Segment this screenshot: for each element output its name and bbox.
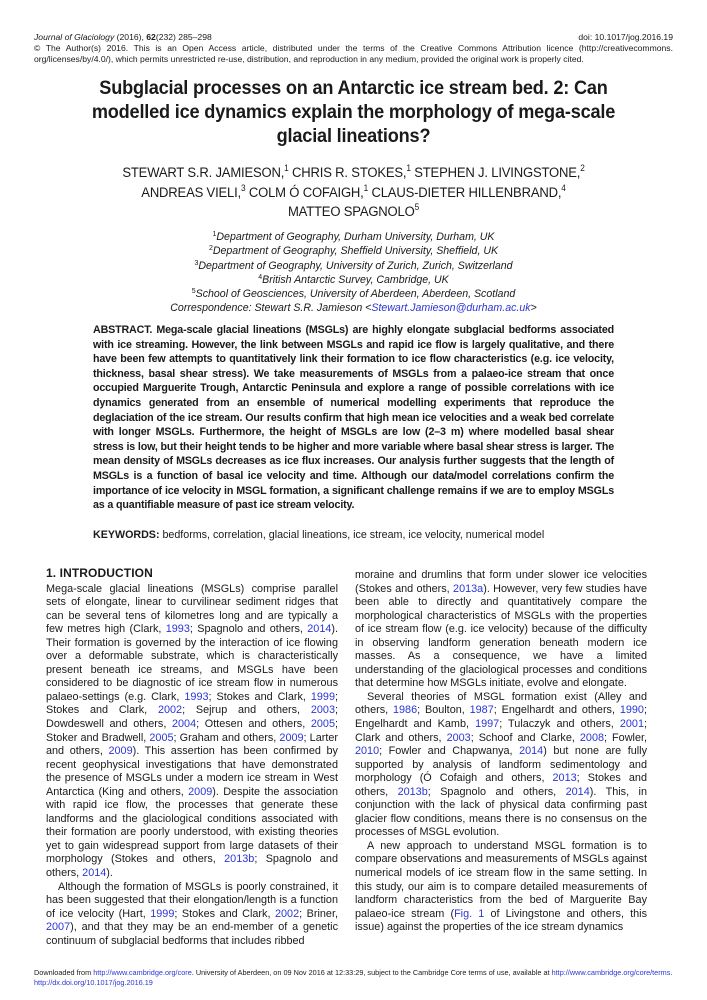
citation-link[interactable]: 1999: [150, 907, 175, 920]
author-name: ANDREAS VIELI,: [141, 184, 242, 201]
affiliation-number: 2: [208, 245, 213, 253]
citation-link[interactable]: 2013: [552, 772, 577, 785]
abstract-text: Mega-scale glacial lineations (MSGLs) are highly elongate subglacial bedforms associated with ice streaming. However, the link between MSGLs and rapid ice flow is largely qualitative, and there have been few attempts to quantitatively link their formation to ice flow characteristics (e.g. ice velocity, thickness, basal shear stress). We take measurements of MSGLs from a palaeo-ice stream that once occupied Marguerite Trough, Antarctic Peninsula and explore a range of possible correlations with ice dynamics generated from an ensemble of numerical modelling experiments that reproduce the deglaciation of the ice stream. Our results confirm that high mean ice velocities and a weak bed correlate with longer MSGLs. Furthermore, the height of MSGLs are low (2–3 m) where modelled basal shear stress is low, but their height tends to be higher and more variable where basal shear stress is larger. The mean density of MSGLs decreases as ice flux increases. Our analysis further suggests that the length of MSGLs is a function of basal ice velocity and time. Although our data/model correlations confirm the importance of ice velocity in MSGL formation, a significant challenge remains if we are to employ MSGLs as a quantifiable measure of past ice stream velocity.: [93, 324, 614, 512]
affiliation-text: Department of Geography, Durham University, Durham, UK: [216, 231, 495, 243]
license-line-1: © The Author(s) 2016. This is an Open Access article, distributed under the terms of the Creative Commons Attribution licence (http://creativecommons.: [34, 43, 673, 53]
affiliation-text: School of Geosciences, University of Aberdeen, Aberdeen, Scotland: [195, 288, 516, 301]
author: [414, 165, 584, 181]
author-affiliation-number: 4: [561, 182, 566, 193]
citation-link[interactable]: 1986: [393, 704, 418, 717]
footer-end: .: [670, 968, 673, 977]
paragraph: Several theories of MSGL formation exist (Alley and others, 1986; Boulton, 1987; Engelhardt and others, 1990; Engelhardt and Kamb, 1997; Tulaczyk and others, 2001; Clark and others, 2003; Schoof and Clarke, 2008; Fowler, 2010; Fowler and Chapwanya, 2014) but none are fully supported by analysis of landform sedimentology and morphology (Ó Cofaigh and others, 2013; Stokes and others, 2013b; Spagnolo and others, 2014). This, in conjunction with the lack of physical data confirming past glacier flow conditions, means there is no consensus on the processes of MSGL evolution.: [355, 690, 647, 839]
citation-line: [34, 32, 673, 43]
author-affiliation-number: 1: [284, 163, 289, 173]
author-name: MATTEO SPAGNOLO: [287, 204, 415, 220]
citation-link[interactable]: 2002: [275, 907, 300, 920]
paragraph: Although the formation of MSGLs is poorly constrained, it has been suggested that their elongation/length is a function of ice velocity (Hart, 1999; Stokes and Clark, 2002; Briner, 2007), and that they may be an end-member of a genetic continuum of subglacial bedforms that includes ribbed: [46, 880, 338, 947]
citation-link[interactable]: 2005: [149, 731, 174, 744]
citation-link[interactable]: 1993: [165, 623, 190, 636]
author: [122, 165, 288, 181]
affiliation-number: 4: [258, 273, 263, 281]
footer-line-1: [34, 968, 673, 978]
citation-link[interactable]: 1993: [184, 690, 209, 703]
affiliation-number: 5: [191, 288, 196, 296]
citation-link[interactable]: 2005: [310, 718, 335, 731]
author: [371, 182, 566, 201]
keywords: [93, 528, 614, 543]
affiliation: [80, 259, 627, 273]
section-heading-introduction: 1. INTRODUCTION: [46, 566, 153, 580]
author-affiliation-number: 1: [363, 182, 369, 193]
author: [292, 165, 411, 181]
citation-link[interactable]: 2013b: [397, 785, 428, 798]
citation-link[interactable]: 2014: [519, 745, 544, 758]
keywords-label: KEYWORDS:: [93, 529, 160, 541]
citation-link[interactable]: 2014: [307, 623, 332, 636]
affiliation-list: [80, 230, 627, 301]
correspondence-prefix: Correspondence: Stewart S.R. Jamieson <: [170, 302, 372, 315]
article-title: Subglacial processes on an Antarctic ice stream bed. 2: Can modelled ice dynamics explain the morphology of mega-scale glacial lineations?: [91, 77, 616, 147]
author-affiliation-number: 5: [414, 202, 419, 212]
author-name: CLAUS-DIETER HILLENBRAND,: [371, 184, 562, 201]
journal-volume: 62: [146, 32, 156, 42]
affiliation-text: British Antarctic Survey, Cambridge, UK: [262, 273, 449, 286]
cambridge-terms-link[interactable]: http://www.cambridge.org/core/terms: [551, 968, 671, 977]
footer-line-2: [34, 978, 673, 988]
citation-link[interactable]: 2003: [446, 731, 471, 744]
citation-link[interactable]: 2008: [579, 731, 605, 744]
keywords-text: bedforms, correlation, glacial lineations, ice stream, ice velocity, numerical model: [159, 529, 545, 541]
left-column: [46, 567, 338, 948]
citation-link[interactable]: 1999: [310, 690, 335, 703]
author-name: STEPHEN J. LIVINGSTONE,: [414, 165, 581, 181]
author: [288, 204, 419, 220]
affiliation-number: 1: [212, 231, 217, 238]
citation-link[interactable]: 2007: [46, 921, 71, 934]
journal-year: (2016),: [116, 32, 144, 42]
abstract-label: ABSTRACT.: [93, 324, 153, 336]
citation-link[interactable]: 2009: [279, 731, 304, 744]
affiliations: [80, 230, 627, 316]
author-affiliation-number: 3: [241, 182, 246, 193]
affiliation: [80, 244, 627, 258]
cambridge-core-link[interactable]: http://www.cambridge.org/core: [93, 968, 192, 977]
correspondence: [80, 301, 627, 315]
citation-link[interactable]: 2014: [82, 867, 107, 880]
citation-link[interactable]: 2013b: [224, 853, 255, 866]
citation-link[interactable]: 2010: [355, 745, 380, 758]
journal-name: Journal of Glaciology: [34, 32, 115, 42]
citation-link[interactable]: 1990: [619, 704, 644, 717]
abstract: [93, 323, 614, 513]
affiliation: [80, 273, 627, 287]
citation-link[interactable]: 2009: [188, 785, 213, 798]
doi-link[interactable]: http://dx.doi.org/10.1017/jog.2016.19: [34, 978, 153, 987]
paragraph: moraine and drumlins that form under slower ice velocities (Stokes and others, 2013a). However, very few studies have been able to directly and quantitatively compare the morphological characteristics of MSGLs with the properties of ice stream flow (e.g. ice velocity) because of the difficulty in observing landform generation beneath modern ice masses. As a consequence, we have a limited understanding of the glaciological processes and conditions that determine how MSGLs initiate, evolve and elongate.: [355, 569, 647, 690]
download-footer: [34, 968, 673, 988]
author-name: CHRIS R. STOKES,: [292, 165, 407, 181]
author-list: [56, 164, 651, 223]
correspondence-email-link[interactable]: Stewart.Jamieson@durham.ac.uk: [371, 302, 531, 315]
paragraph: Mega-scale glacial lineations (MSGLs) comprise parallel sets of elongate, linear to curvilinear sediment ridges that can be several tens of kilometres long and are typically a few metres high (Clark, 1993; Spagnolo and others, 2014). Their formation is governed by the interaction of ice flowing over a deformable substrate, which is characteristically present beneath ice streams, and MSGLs have been considered to be diagnostic of ice stream flow in numerous palaeo-settings (e.g. Clark, 1993; Stokes and Clark, 1999; Stokes and Clark, 2002; Sejrup and others, 2003; Dowdeswell and others, 2004; Ottesen and others, 2005; Stoker and Bradwell, 2005; Graham and others, 2009; Larter and others, 2009). This assertion has been confirmed by recent geophysical investigations that have demonstrated the presence of MSGLs under a modern ice stream in West Antarctica (King and others, 2009). Despite the association with rapid ice flow, the processes that generate these landforms and the glaciological conditions associated with their formation are poorly understood, with existing theories yet to gain widespread support from large datasets of their morphology (Stokes and others, 2013b; Spagnolo and others, 2014).: [46, 582, 339, 880]
citation-link[interactable]: 2002: [157, 704, 183, 717]
footer-prefix: Downloaded from: [34, 968, 94, 977]
license-line-2: org/licenses/by/4.0/), which permits unrestricted re-use, distribution, and reproduction in any medium, provided the original work is properly cited.: [34, 54, 584, 64]
doi: doi: 10.1017/jog.2016.19: [578, 32, 673, 42]
affiliation-text: Department of Geography, Sheffield University, Sheffield, UK: [212, 245, 499, 258]
author-affiliation-number: 1: [406, 163, 411, 173]
paragraph: A new approach to understand MSGL formation is to compare observations and measurements of MSGLs against numerical models of ice stream flow in the same setting. In this study, our aim is to compare detailed measurements of landform characteristics from the bed of Marguerite Bay palaeo-ice stream (Fig. 1 of Livingstone and others, this issue) against the properties of the ice stream dynamics: [355, 839, 647, 934]
citation-link[interactable]: 2003: [310, 704, 335, 717]
author: [248, 182, 369, 201]
journal-issue-pages: (232) 285–298: [155, 32, 212, 42]
citation-link[interactable]: Fig. 1: [454, 907, 485, 920]
footer-middle: . University of Aberdeen, on 09 Nov 2016 at 12:33:29, subject to the Cambridge Core terms of use, available at: [191, 968, 552, 977]
affiliation-number: 3: [194, 259, 199, 267]
citation-link[interactable]: 2004: [172, 718, 197, 731]
author-name: COLM Ó COFAIGH,: [248, 184, 364, 201]
citation-link[interactable]: 2009: [108, 745, 133, 758]
citation-link[interactable]: 2013a: [453, 582, 484, 595]
author-affiliation-number: 2: [580, 163, 585, 173]
affiliation: [80, 287, 627, 301]
citation: [34, 32, 212, 43]
right-column: [355, 569, 647, 935]
author-name: STEWART S.R. JAMIESON,: [122, 165, 285, 181]
citation-link[interactable]: 2014: [565, 785, 590, 798]
citation-link[interactable]: 1997: [475, 718, 500, 731]
affiliation-text: Department of Geography, University of Zurich, Zurich, Switzerland: [198, 259, 513, 272]
correspondence-suffix: >: [530, 302, 537, 315]
author: [141, 182, 246, 201]
citation-link[interactable]: 2001: [619, 718, 644, 731]
citation-link[interactable]: 1987: [469, 704, 494, 717]
affiliation: [80, 230, 627, 244]
